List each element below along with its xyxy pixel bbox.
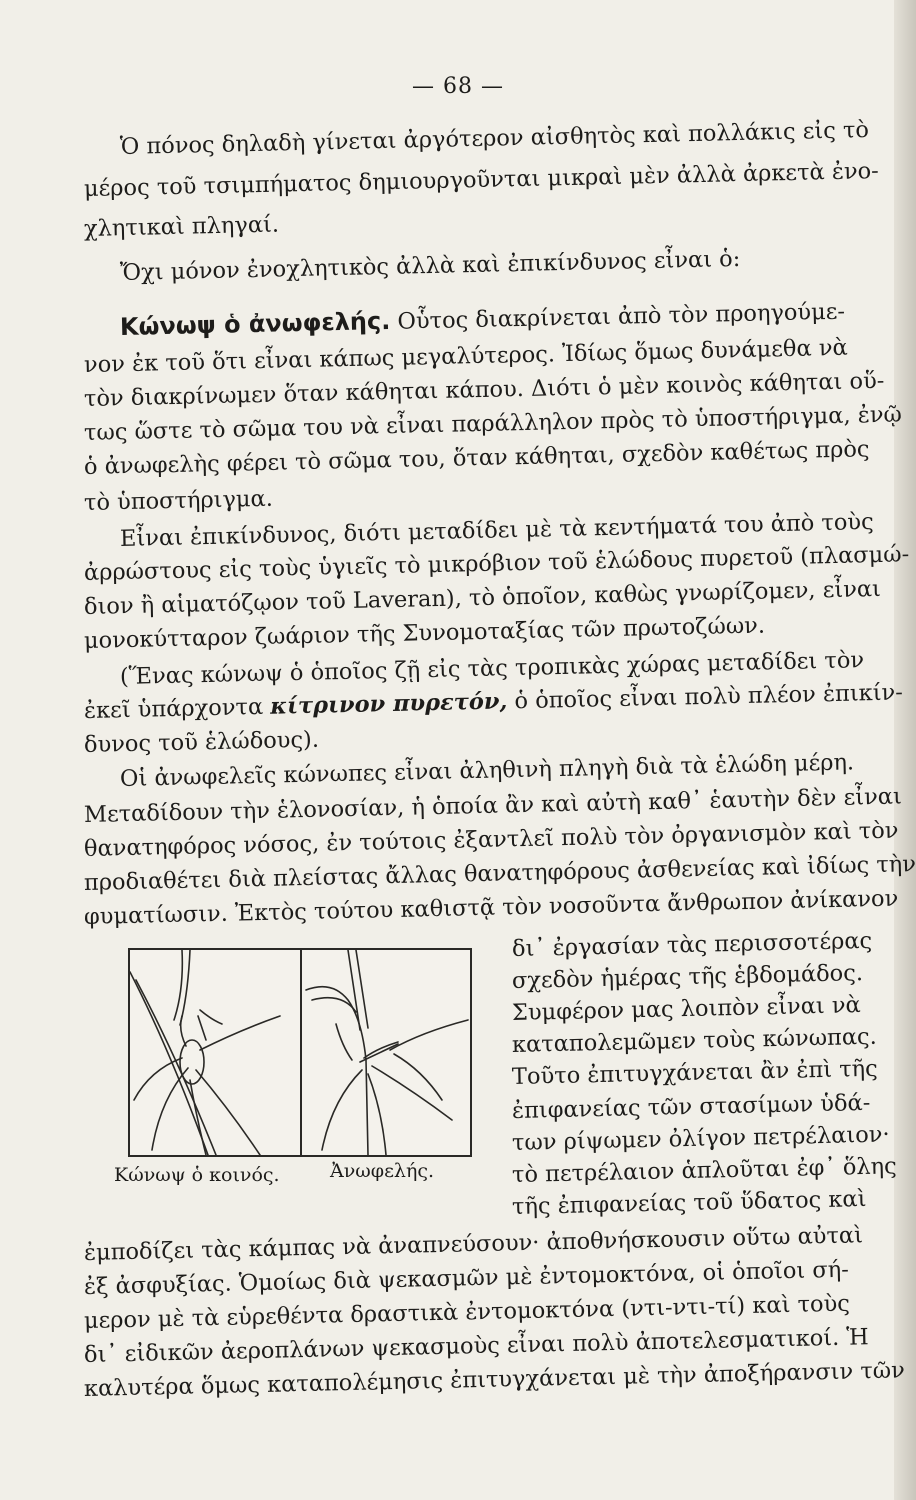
text-line: Εἶναι ἐπικίνδυνος, διότι μεταδίδει μὲ τὰ κεντήματά του ἀπὸ τοὺς — [119, 508, 874, 552]
mosquito-figure — [128, 948, 472, 1157]
common-mosquito-illustration — [130, 950, 300, 1155]
figure-caption-common: Κώνωψ ὁ κοινός. — [114, 1164, 280, 1186]
text-line: δι᾽ ἐργασίαν τὰς περισσοτέρας — [511, 927, 873, 962]
text-line: Συμφέρον μας λοιπὸν εἶναι νὰ — [511, 992, 862, 1026]
text-line: προδιαθέτει διὰ πλείστας ἄλλας θανατηφόρους ἀσθενείας καὶ ἰδίως τὴν — [83, 851, 916, 896]
text-line: μονοκύτταρον ζωάριον τῆς Συνομοταξίας τῶν πρωτοζώων. — [83, 612, 766, 654]
text-line: Τοῦτο ἐπιτυγχάνεται ἂν ἐπὶ τῆς — [511, 1055, 879, 1090]
text-line: Μεταδίδουν τὴν ἑλονοσίαν, ἡ ὁποία ἂν καὶ αὐτὴ καθ᾽ ἑαυτὴν δὲν εἶναι — [83, 783, 903, 828]
text-segment: ἐκεῖ ὑπάρχοντα — [83, 693, 264, 724]
text-line: Ὁ πόνος δηλαδὴ γίνεται ἀργότερον αἰσθητὸς καὶ πολλάκις εἰς τὸ — [119, 117, 870, 160]
text-line: φυματίωσιν. Ἐκτὸς τούτου καθιστᾷ τὸν νοσοῦντα ἄνθρωπον ἀνίκανον — [83, 885, 899, 930]
text-line: τως ὥστε τὸ σῶμα του νὰ εἶναι παράλληλον πρὸς τὸ ὑποστήριγμα, ἐνῷ — [83, 401, 903, 446]
text-line: ἐξ ἀσφυξίας. Ὁμοίως διὰ ψεκασμῶν μὲ ἐντομοκτόνα, οἱ ὁποῖοι σή- — [83, 1256, 850, 1300]
text-line: σχεδὸν ἡμέρας τῆς ἑβδομάδος. — [511, 960, 864, 994]
text-line: τῆς ἐπιφανείας τοῦ ὕδατος καὶ — [511, 1185, 867, 1220]
text-line: μέρος τοῦ τσιμπήματος δημιουργοῦνται μικραὶ μὲν ἀλλὰ ἀρκετὰ ἐνο- — [83, 157, 880, 202]
text-line: τὸ ὑποστήριγμα. — [83, 485, 274, 516]
text-line: δι᾽ εἰδικῶν ἀεροπλάνων ψεκασμοὺς εἶναι πολὺ ἀποτελεσματικοί. Ἡ — [83, 1324, 869, 1368]
heading-term: Κώνωψ ὁ ἀνωφελής. — [119, 306, 391, 341]
text-line: τὸ πετρέλαιον ἁπλοῦται ἐφ᾽ ὅλης — [511, 1153, 897, 1188]
text-line: ὁ ἀνωφελὴς φέρει τὸ σῶμα του, ὅταν κάθηται, σχεδὸν καθέτως πρὸς — [83, 436, 870, 480]
text-line: Οἱ ἀνωφελεῖς κώνωπες εἶναι ἀληθινὴ πληγὴ διὰ τὰ ἑλώδη μέρη. — [119, 749, 855, 792]
text-line: ἐμποδίζει τὰς κάμπας νὰ ἀναπνεύσουν· ἀποθνήσκουσιν οὕτω αὐταὶ — [83, 1222, 864, 1266]
text-line: καταπολεμῶμεν τοὺς κώνωπας. — [511, 1023, 878, 1058]
text-line: χλητικαὶ πληγαί. — [83, 211, 280, 242]
text-line: καλυτέρα ὅμως καταπολέμησις ἐπιτυγχάνεται μὲ τὴν ἀποξήρανσιν τῶν — [83, 1357, 906, 1402]
text-line: μερον μὲ τὰ εὑρεθέντα δραστικὰ ἐντομοκτόνα (ντι-ντι-τί) καὶ τοὺς — [83, 1290, 851, 1334]
page-edge — [894, 0, 916, 1500]
text-line: τὸν διακρίνωμεν ὅταν κάθηται κάπου. Διότι ὁ μὲν κοινὸς κάθηται οὕ- — [83, 367, 885, 412]
text-line: (Ἕνας κώνωψ ὁ ὁποῖος ζῇ εἰς τὰς τροπικὰς χώρας μεταδίδει τὸν — [119, 647, 865, 690]
text-line: ἐπιφανείας τῶν στασίμων ὑδά- — [511, 1089, 871, 1124]
text-line: Ὄχι μόνον ἐνοχλητικὸς ἀλλὰ καὶ ἐπικίνδυνος εἶναι ὁ: — [119, 245, 741, 286]
text-line: νον ἐκ τοῦ ὅτι εἶναι κάπως μεγαλύτερος. Ἰδίως ὅμως δυνάμεθα νὰ — [83, 334, 848, 378]
text-line: δυνος τοῦ ἑλώδους). — [83, 726, 320, 758]
text-line: των ρίψωμεν ὀλίγον πετρέλαιον· — [511, 1121, 890, 1156]
text-line: διον ἢ αἱματόζῳον τοῦ Laveran), τὸ ὁποῖον, καθὼς γνωρίζομεν, εἶναι — [83, 575, 882, 620]
page-number: — 68 — — [412, 74, 504, 99]
text-segment: ὁ ὁποῖος εἶναι πολὺ πλέον ἐπικίν- — [514, 679, 904, 715]
anopheles-illustration — [302, 950, 472, 1155]
text-line: θανατηφόρος νόσος, ἐν τούτοις ἐξαντλεῖ πολὺ τὸν ὀργανισμὸν καὶ τὸν — [83, 817, 899, 862]
figure-caption-anopheles: Ἀνωφελής. — [330, 1160, 435, 1182]
text-line: ἀρρώστους εἰς τοὺς ὑγιεῖς τὸ μικρόβιον τοῦ ἑλώδους πυρετοῦ (πλασμώ- — [83, 541, 910, 586]
text-segment: Οὗτος διακρίνεται ἀπὸ τὸν προηγούμε- — [397, 298, 846, 335]
yellow-fever-term: κίτρινον πυρετόν, — [269, 688, 508, 720]
